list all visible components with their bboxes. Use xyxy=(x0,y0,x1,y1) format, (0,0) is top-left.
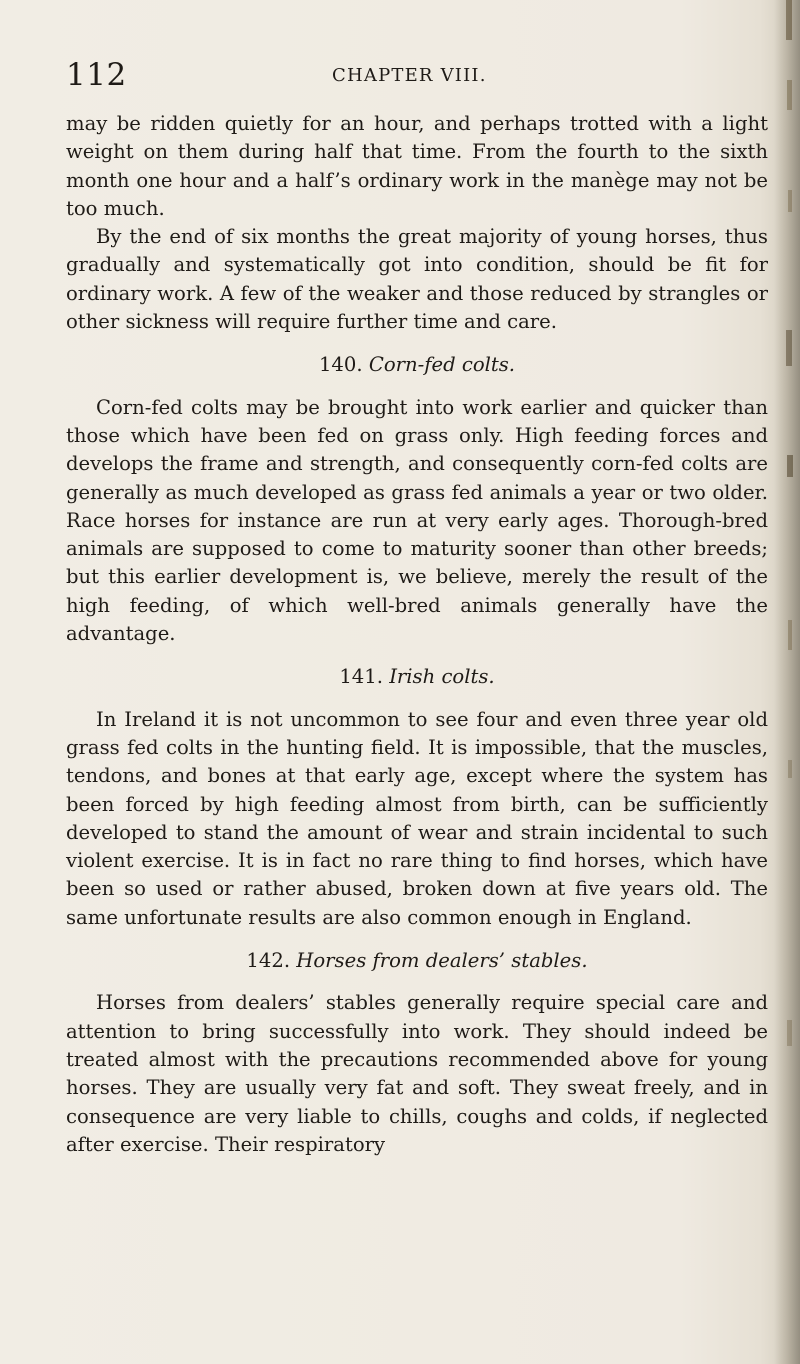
paragraph: In Ireland it is not uncommon to see four and even three year old grass fed colts in the hunting field. It is impossible, that the muscles, tendons, and bones at that early age, except where the system has been forced by high feeding almost from birth, can be sufficiently developed to stand the amount of wear and strain incidental to such violent exercise. It is in fact no rare thing to find horses, which have been so used or rather abused, broken down at five years old. The same unfortunate results are also common enough in England. xyxy=(66,707,768,929)
binding-edge-marks xyxy=(778,0,796,1364)
paragraph-continuation: may be ridden quietly for an hour, and perhaps trotted with a light weight on them during half that time. From the fourth to the sixth month one hour and a half’s ordinary work in the manège may not be too much. xyxy=(66,112,768,220)
section-title: Irish colts. xyxy=(389,665,495,689)
page-header xyxy=(66,58,766,98)
paragraph: Corn-fed colts may be brought into work earlier and quicker than those which have been fed on grass only. High feeding forces and develops the frame and strength, and consequently corn-fed colts are generally as much developed as grass fed animals a year or two older. Race horses for instance are run at very early ages. Thorough-bred animals are supposed to come to maturity sooner than other breeds; but this earlier development is, we believe, merely the result of the high feeding, of which well-bred animals generally have the advantage. xyxy=(66,395,768,646)
running-head: CHAPTER VIII. xyxy=(332,65,487,86)
section-number: 140. xyxy=(318,353,363,377)
section-heading-140 xyxy=(66,351,768,379)
section-number: 141. xyxy=(339,665,383,689)
section-heading-142 xyxy=(66,947,768,975)
paragraph: Horses from dealers’ stables generally require special care and attention to bring successfully into work. They should indeed be treated almost with the precautions recommended above for young horses. They are usually very fat and soft. They sweat freely, and in consequence are very liable to chills, coughs and colds, if neglected after exercise. Their respiratory xyxy=(66,991,768,1156)
page-body xyxy=(66,110,768,1159)
section-title: Horses from dealers’ stables. xyxy=(296,949,588,973)
section-heading-141 xyxy=(66,663,768,691)
section-title: Corn-fed colts. xyxy=(368,353,516,377)
section-number: 142. xyxy=(246,949,291,973)
paragraph: By the end of six months the great majority of young horses, thus gradually and systematically got into condition, should be fit for ordinary work. A few of the weaker and those reduced by strangles or other sickness will require further time and care. xyxy=(66,225,768,334)
page-number: 112 xyxy=(66,57,127,93)
